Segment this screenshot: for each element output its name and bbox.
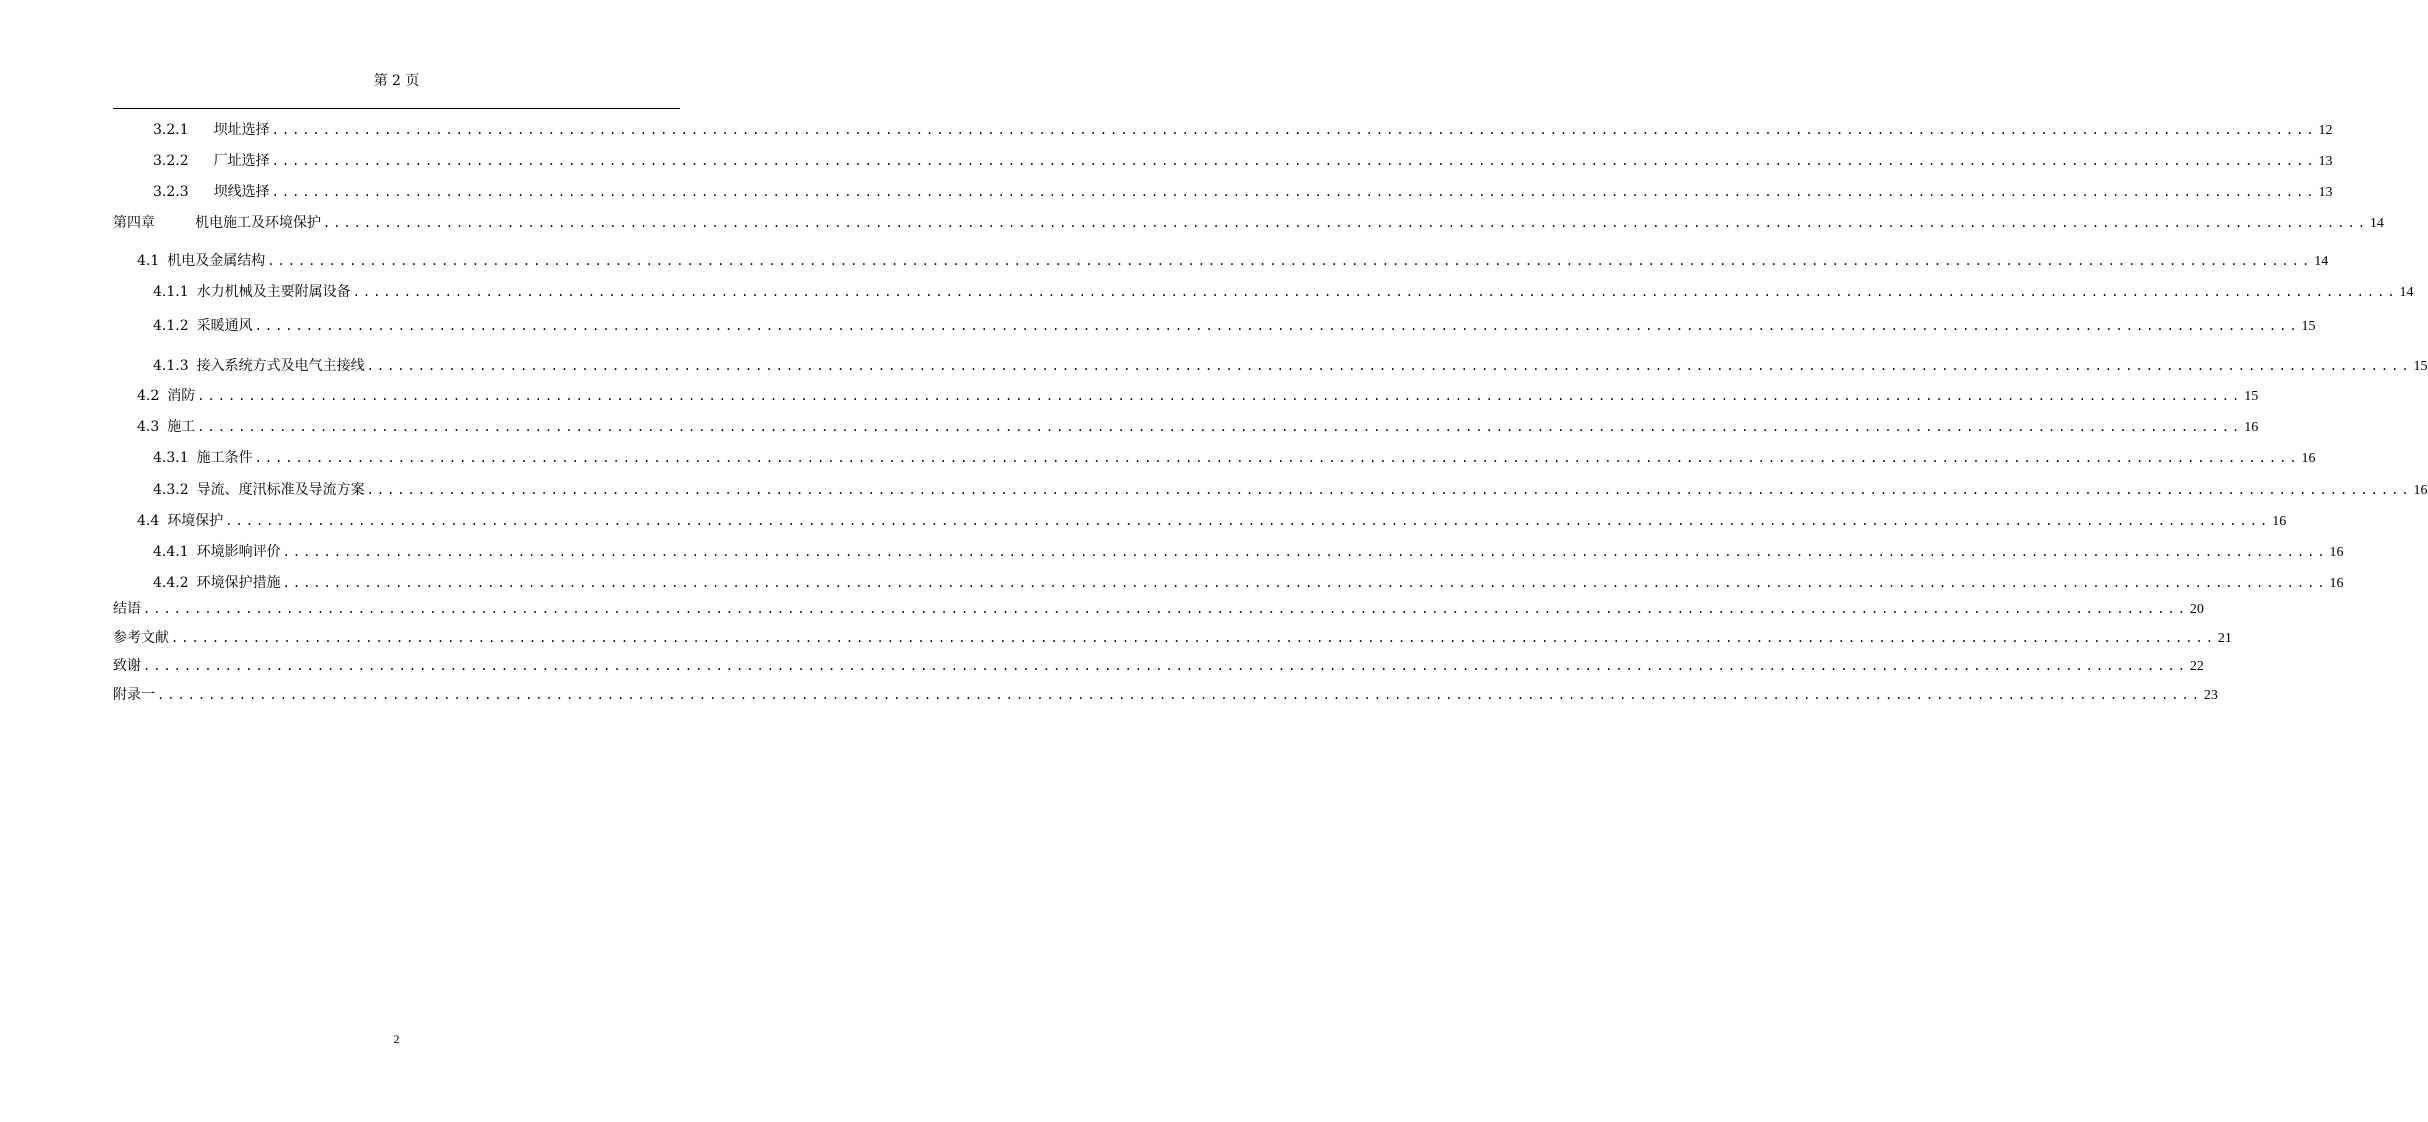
toc-entry-number: 4.3.1 xyxy=(153,450,189,466)
toc-entry-page: 16 xyxy=(2244,420,2259,435)
toc-leader-dots: ........................................................................................................................................................................................................ xyxy=(271,123,2317,137)
toc-leader-dots: ........................................................................................................................................................................................................ xyxy=(254,451,2300,465)
toc-entry-title: 坝址选择 xyxy=(213,122,270,138)
toc-entry-page: 16 xyxy=(2301,451,2316,466)
toc-leader-dots: ........................................................................................................................................................................................................ xyxy=(143,602,2188,616)
toc-entry-title: 施工 xyxy=(167,419,196,435)
toc-entry-title: 环境影响评价 xyxy=(196,544,281,560)
toc-entry-page: 22 xyxy=(2189,659,2204,674)
toc-entry-number: 4.1 xyxy=(137,253,160,269)
toc-entry-title: 结语 xyxy=(113,601,141,617)
toc-entry-page: 16 xyxy=(2329,545,2344,560)
toc-leader-dots: ........................................................................................................................................................................................................ xyxy=(143,659,2188,673)
toc-entry[interactable] xyxy=(113,656,2204,676)
toc-leader-dots: ........................................................................................................................................................................................................ xyxy=(282,545,2328,559)
toc-entry-number: 4.2 xyxy=(137,388,160,404)
toc-leader-dots: ........................................................................................................................................................................................................ xyxy=(271,185,2317,199)
toc-entry-page: 16 xyxy=(2272,514,2287,529)
toc-entry-number: 4.4.1 xyxy=(153,544,189,560)
toc-entry-title: 环境保护措施 xyxy=(196,575,281,591)
toc-entry-title: 致谢 xyxy=(113,658,141,674)
toc-entry[interactable] xyxy=(153,282,2414,302)
toc-leader-dots: ........................................................................................................................................................................................................ xyxy=(366,359,2412,373)
toc-entry-number: 3.2.1 xyxy=(153,122,189,138)
toc-leader-dots: ........................................................................................................................................................................................................ xyxy=(171,631,2216,645)
toc-entry-title: 水力机械及主要附属设备 xyxy=(196,284,351,300)
toc-entry-number: 4.3.2 xyxy=(153,482,189,498)
toc-entry[interactable] xyxy=(113,599,2204,619)
toc-entry[interactable] xyxy=(153,356,2428,376)
toc-entry-title: 采暖通风 xyxy=(196,318,253,334)
toc-entry[interactable] xyxy=(137,417,2259,437)
toc-entry-page: 20 xyxy=(2189,602,2204,617)
toc-entry[interactable] xyxy=(153,182,2333,202)
toc-leader-dots: ........................................................................................................................................................................................................ xyxy=(197,420,2243,434)
toc-entry-number: 3.2.2 xyxy=(153,153,189,169)
toc-entry[interactable] xyxy=(153,120,2333,140)
toc-entry[interactable] xyxy=(137,386,2259,406)
toc-entry-page: 13 xyxy=(2318,185,2333,200)
toc-entry-page: 14 xyxy=(2314,254,2329,269)
toc-entry-number: 4.1.1 xyxy=(153,284,189,300)
toc-entry-number: 4.3 xyxy=(137,419,160,435)
toc-leader-dots: ........................................................................................................................................................................................................ xyxy=(271,154,2317,168)
toc-leader-dots: ........................................................................................................................................................................................................ xyxy=(157,688,2202,702)
toc-entry-title: 施工条件 xyxy=(196,450,253,466)
toc-leader-dots: ........................................................................................................................................................................................................ xyxy=(267,254,2313,268)
toc-entry[interactable] xyxy=(113,628,2232,648)
toc-entry-title: 厂址选择 xyxy=(213,153,270,169)
toc-entry-title: 环境保护 xyxy=(167,513,224,529)
toc-entry-page: 23 xyxy=(2203,688,2218,703)
toc-leader-dots: ........................................................................................................................................................................................................ xyxy=(323,216,2368,230)
toc-entry[interactable] xyxy=(153,316,2316,336)
toc-entry-page: 21 xyxy=(2217,631,2232,646)
toc-leader-dots: ........................................................................................................................................................................................................ xyxy=(197,389,2243,403)
toc-entry[interactable] xyxy=(153,573,2344,593)
toc-entry-number: 4.4 xyxy=(137,513,160,529)
toc-entry[interactable] xyxy=(137,511,2287,531)
toc-entry[interactable] xyxy=(113,213,2384,233)
toc-entry-title: 消防 xyxy=(167,388,196,404)
toc-entry-title: 附录一 xyxy=(113,687,155,703)
toc-entry-page: 16 xyxy=(2329,576,2344,591)
toc-entry-page: 16 xyxy=(2413,483,2428,498)
toc-entry-number: 第四章 xyxy=(113,215,155,231)
toc-entry[interactable] xyxy=(153,151,2333,171)
toc-entry-number: 3.2.3 xyxy=(153,184,189,200)
toc-leader-dots: ........................................................................................................................................................................................................ xyxy=(225,514,2271,528)
header-divider xyxy=(113,108,680,109)
toc-entry-number: 4.4.2 xyxy=(153,575,189,591)
toc-leader-dots: ........................................................................................................................................................................................................ xyxy=(282,576,2328,590)
toc-leader-dots: ........................................................................................................................................................................................................ xyxy=(254,319,2300,333)
toc-entry[interactable] xyxy=(137,251,2329,271)
toc-entry-page: 13 xyxy=(2318,154,2333,169)
toc-entry-page: 14 xyxy=(2369,216,2384,231)
toc-entry-title: 机电及金属结构 xyxy=(167,253,266,269)
toc-entry-page: 12 xyxy=(2318,123,2333,138)
toc-leader-dots: ........................................................................................................................................................................................................ xyxy=(352,285,2398,299)
toc-entry-page: 15 xyxy=(2413,359,2428,374)
toc-entry[interactable] xyxy=(153,480,2428,500)
page-number: 2 xyxy=(393,1032,400,1046)
toc-entry-page: 15 xyxy=(2244,389,2259,404)
toc-entry-number: 4.1.3 xyxy=(153,358,189,374)
page-header: 第 2 页 xyxy=(373,73,420,89)
toc-entry-number: 4.1.2 xyxy=(153,318,189,334)
toc-entry-title: 坝线选择 xyxy=(213,184,270,200)
toc-leader-dots: ........................................................................................................................................................................................................ xyxy=(366,483,2412,497)
toc-entry[interactable] xyxy=(153,448,2316,468)
toc-entry-page: 15 xyxy=(2301,319,2316,334)
toc-entry-title: 导流、度汛标准及导流方案 xyxy=(196,482,365,498)
toc-entry[interactable] xyxy=(113,685,2218,705)
toc-entry-title: 机电施工及环境保护 xyxy=(195,215,321,231)
toc-entry-page: 14 xyxy=(2399,285,2414,300)
toc-entry-title: 参考文献 xyxy=(113,630,169,646)
toc-entry-title: 接入系统方式及电气主接线 xyxy=(196,358,365,374)
toc-entry[interactable] xyxy=(153,542,2344,562)
